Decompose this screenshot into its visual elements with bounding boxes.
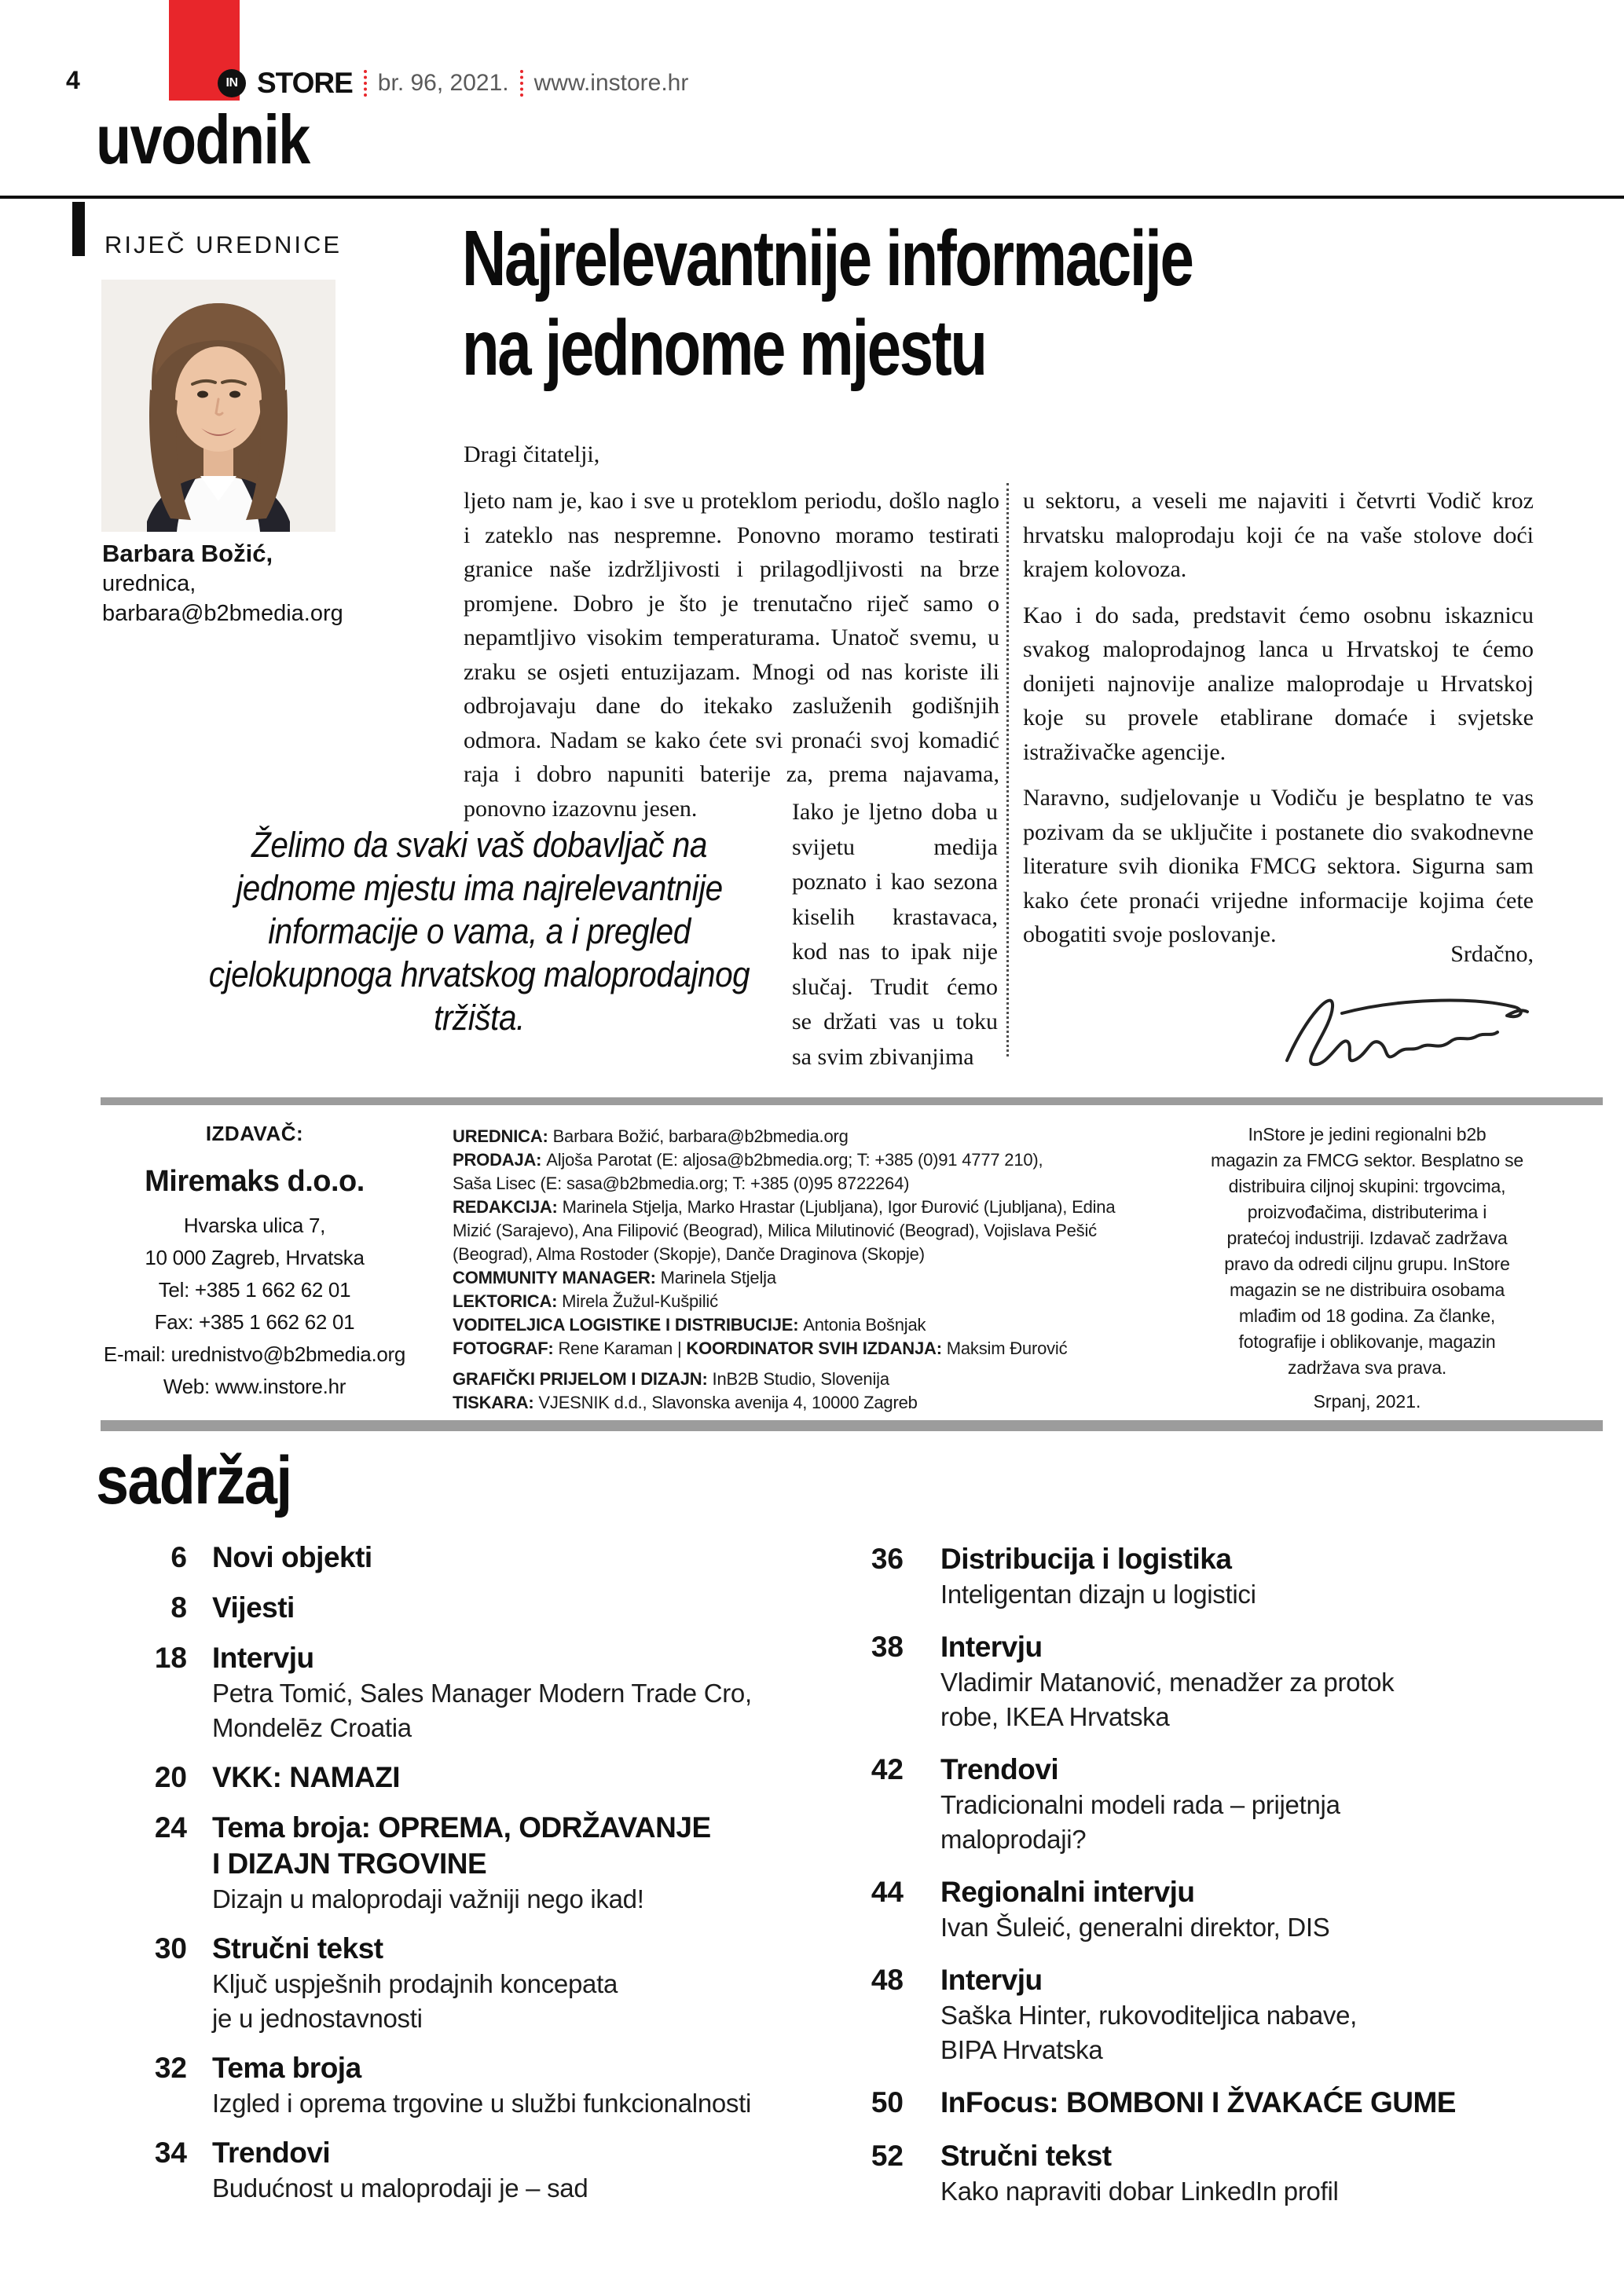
toc-subtitle: je u jednostavnosti (212, 2004, 423, 2033)
toc-entry (817, 1541, 1564, 1612)
impressum-staff (453, 1125, 1207, 1415)
publisher-block (101, 1122, 409, 1403)
author-role: urednica, (102, 571, 196, 596)
body-column-2: Iako je ljetno doba u svijetu medija poznato i kao sezona kiselih krastavaca, kod nas to ipak nije slučaj. Trudit ćemo se držati vas u toku sa svim zbivanjima (792, 799, 998, 1070)
toc-entry (101, 1810, 808, 1917)
impressum-row: (Beograd), Alma Rostoder (Skopje), Danče Draginova (Skopje) (453, 1244, 925, 1264)
toc-column-right (817, 1541, 1564, 2226)
toc-title: Tema broja: OPREMA, ODRŽAVANJE (212, 1811, 711, 1844)
toc-title: I DIZAJN TRGOVINE (212, 1847, 487, 1880)
toc-subtitle: Budućnost u maloprodaji je – sad (212, 2173, 588, 2203)
header-rule (0, 196, 1624, 199)
toc-subtitle: Ključ uspješnih prodajnih koncepata (212, 1969, 618, 1998)
toc-entry (101, 2050, 808, 2121)
headline-line-2: na jednome mjestu (462, 304, 986, 392)
impressum-row: GRAFIČKI PRIJELOM I DIZAJN: InB2B Studio, Slovenija (453, 1369, 889, 1389)
toc-title: Trendovi (212, 2137, 331, 2169)
impressum-row: UREDNICA: Barbara Božić, barbara@b2bmedia.org (453, 1126, 849, 1146)
column-divider (1006, 483, 1009, 1056)
toc-subtitle: robe, IKEA Hrvatska (940, 1702, 1170, 1731)
toc-title: Novi objekti (212, 1541, 372, 1573)
impressum-row: REDAKCIJA: Marinela Stjelja, Marko Hrastar (Ljubljana), Igor Đurović (Ljubljana), Edina (453, 1197, 1116, 1217)
pull-quote: Želimo da svaki vaš dobavljač na jednome mjestu ima najrelevantnije informacije o vama, a i pregled cjelokupnoga hrvatskog maloprodajnog tržišta. (208, 825, 750, 1038)
author-name: Barbara Božić, (102, 540, 273, 567)
paragraph: u sektoru, a veseli me najaviti i četvrti Vodič kroz hrvatsku maloprodaju koji će na vaše stolove doći krajem kolovoza. (1023, 488, 1534, 582)
author-email[interactable]: barbara@b2bmedia.org (102, 601, 343, 626)
impressum-row: VODITELJICA LOGISTIKE I DISTRIBUCIJE: Antonia Bošnjak (453, 1315, 926, 1335)
about-lines: InStore je jedini regionalni b2b magazin za FMCG sektor. Besplatno se distribuira ciljnoj skupini: trgovcima, proizvođačima, distributerima i pratećoj industriji. Izdavač zadržava pravo da odredi ciljnu grupu. InStore magazin se ne distribuira osobama mlađim od 18 godina. Za članke, fotografije i oblikovanje, magazin zadržava sva prava. (1210, 1124, 1524, 1378)
toc-entry (101, 1590, 808, 1626)
toc-page-number: 8 (170, 1591, 187, 1624)
toc-entry (101, 1760, 808, 1796)
toc-entry (817, 1752, 1564, 1857)
editor-signature (1265, 974, 1540, 1084)
toc-page-number: 50 (871, 2086, 904, 2118)
dotted-separator-icon (520, 70, 523, 97)
instore-store-logo: STORE (257, 67, 353, 99)
paragraph: Naravno, sudjelovanje u Vodiču je besplatno te vas pozivam da se uključite i postanete dio svakodnevne literature svih dionika FMCG sektora. Sigurna sam kako ćete pronaći vrijedne informacije kojima ćete obogatiti svoje poslovanje. (1023, 785, 1534, 947)
impressum-row: LEKTORICA: Mirela Žužul-Kušpilić (453, 1291, 718, 1311)
toc-page-number: 32 (154, 2052, 187, 2084)
impressum-row: TISKARA: VJESNIK d.d., Slavonska avenija 4, 10000 Zagreb (453, 1393, 918, 1412)
kicker: RIJEČ UREDNICE (104, 231, 343, 258)
masthead (218, 68, 688, 99)
body-column-3 (1023, 484, 1534, 964)
toc-subtitle: Petra Tomić, Sales Manager Modern Trade Cro, (212, 1679, 752, 1708)
toc-entry (817, 1962, 1564, 2067)
publisher-lines: Hvarska ulica 7, 10 000 Zagreb, Hrvatska Tel: +385 1 662 62 01 Fax: +385 1 662 62 01 E-mail: urednistvo@b2bmedia.org Web: www.instore.hr (103, 1214, 406, 1398)
toc-title: Intervju (940, 1964, 1043, 1996)
toc-page-number: 6 (170, 1541, 187, 1573)
toc-title: Stručni tekst (940, 2140, 1112, 2172)
toc-subtitle: Inteligentan dizajn u logistici (940, 1580, 1256, 1609)
toc-page-number: 30 (154, 1932, 187, 1965)
article-headline (462, 214, 1193, 393)
toc-title: InFocus: BOMBONI I ŽVAKAĆE GUME (940, 2086, 1456, 2118)
toc-title: Trendovi (940, 1753, 1059, 1785)
impressum-top-bar (101, 1097, 1603, 1105)
impressum-row: Mizić (Sarajevo), Ana Filipović (Beograd), Milica Milutinović (Beograd), Vojislava Pešić (453, 1221, 1097, 1240)
section-title: uvodnik (96, 101, 310, 178)
toc-entry (817, 1874, 1564, 1945)
toc-page-number: 24 (154, 1811, 187, 1844)
toc-title: Regionalni intervju (940, 1876, 1195, 1908)
toc-subtitle: Izgled i oprema trgovine u službi funkcionalnosti (212, 2089, 752, 2118)
toc-entry (101, 1640, 808, 1745)
toc-subtitle: Kako napraviti dobar LinkedIn profil (940, 2177, 1339, 2206)
toc-title: VKK: NAMAZI (212, 1761, 401, 1793)
toc-page-number: 20 (154, 1761, 187, 1793)
toc-title: Tema broja (212, 2052, 361, 2084)
toc-title: Vijesti (212, 1591, 295, 1624)
toc-entry (817, 2085, 1564, 2121)
impressum-row: COMMUNITY MANAGER: Marinela Stjelja (453, 1268, 776, 1287)
toc-subtitle: Tradicionalni modeli rada – prijetnja (940, 1790, 1340, 1819)
toc-title: Distribucija i logistika (940, 1543, 1232, 1575)
page-number: 4 (66, 66, 80, 94)
toc-subtitle: BIPA Hrvatska (940, 2035, 1103, 2064)
toc-subtitle: Ivan Šuleić, generalni direktor, DIS (940, 1913, 1330, 1942)
salutation: Dragi čitatelji, (464, 441, 600, 467)
closing-salutation: Srdačno, (1450, 941, 1534, 967)
toc-subtitle: maloprodaji? (940, 1825, 1087, 1854)
toc-title: Intervju (940, 1631, 1043, 1663)
toc-page-number: 42 (871, 1753, 904, 1785)
toc-title: Intervju (212, 1642, 314, 1674)
toc-page-number: 38 (871, 1631, 904, 1663)
toc-title: Stručni tekst (212, 1932, 383, 1965)
impressum-row: Saša Lisec (E: sasa@b2bmedia.org; T: +385 (0)95 8722264) (453, 1174, 910, 1193)
dotted-separator-icon (364, 70, 367, 97)
toc-entry (101, 2135, 808, 2206)
website-link[interactable]: www.instore.hr (533, 70, 689, 96)
publisher-name: Miremaks d.o.o. (145, 1165, 365, 1198)
toc-page-number: 34 (154, 2137, 187, 2169)
headline-line-1: Najrelevantnije informacije (462, 214, 1193, 302)
impressum-row: FOTOGRAF: Rene Karaman | KOORDINATOR SVIH IZDANJA: Maksim Đurović (453, 1338, 1068, 1358)
toc-column-left (101, 1540, 808, 2220)
toc-page-number: 48 (871, 1964, 904, 1996)
contents-title: sadržaj (96, 1443, 291, 1518)
toc-entry (101, 1540, 808, 1576)
kicker-bar (72, 202, 85, 256)
toc-entry (817, 2138, 1564, 2209)
toc-subtitle: Dizajn u maloprodaji važniji nego ikad! (212, 1884, 644, 1913)
paragraph: Kao i do sada, predstavit ćemo osobnu iskaznicu svakog maloprodajnog lanca u Hrvatskoj te ćemo donijeti najnovije analize maloprodaje u Hrvatskoj koje su provele etablirane domaće i svjetske istraživačke agencije. (1023, 602, 1534, 765)
issue-number: br. 96, 2021. (377, 70, 509, 96)
author-block (102, 539, 343, 628)
toc-page-number: 36 (871, 1543, 904, 1575)
toc-page-number: 52 (871, 2140, 904, 2172)
toc-subtitle: Vladimir Matanović, menadžer za protok (940, 1668, 1395, 1697)
toc-page-number: 44 (871, 1876, 904, 1908)
magazine-about-block (1202, 1122, 1532, 1412)
toc-entry (817, 1629, 1564, 1734)
impressum-bottom-bar (101, 1420, 1603, 1431)
editor-portrait-photo (101, 280, 335, 532)
impressum-row: PRODAJA: Aljoša Parotat (E: aljosa@b2bmedia.org; T: +385 (0)91 4777 210), (453, 1150, 1043, 1170)
toc-entry (101, 1931, 808, 2036)
body-column-1: ljeto nam je, kao i sve u proteklom periodu, došlo naglo i zateklo nas nespremne. Ponovno moramo testirati granice naše izdržljivosti i prilagodljivosti na brze promjene. Dobro je što je trenutačno riječ samo o nepamtljivo visokim temperaturama. Unatoč svemu, u zraku se osjeti entuzijazam. Mnogi od nas koriste ili odbrojavaju dane do itekako zasluženih godišnjih odmora. Nadam se kako ćete svi pronaći svoj komadić raja i dobro napuniti baterije za, prema najavama, ponovno izazovnu jesen. (464, 488, 999, 822)
instore-in-logo-icon: IN (218, 69, 246, 97)
issue-date: Srpanj, 2021. (1313, 1391, 1421, 1412)
toc-subtitle: Saška Hinter, rukovoditeljica nabave, (940, 2001, 1358, 2030)
toc-page-number: 18 (154, 1642, 187, 1674)
toc-subtitle: Mondelēz Croatia (212, 1713, 412, 1742)
publisher-label: IZDAVAČ: (205, 1122, 304, 1145)
